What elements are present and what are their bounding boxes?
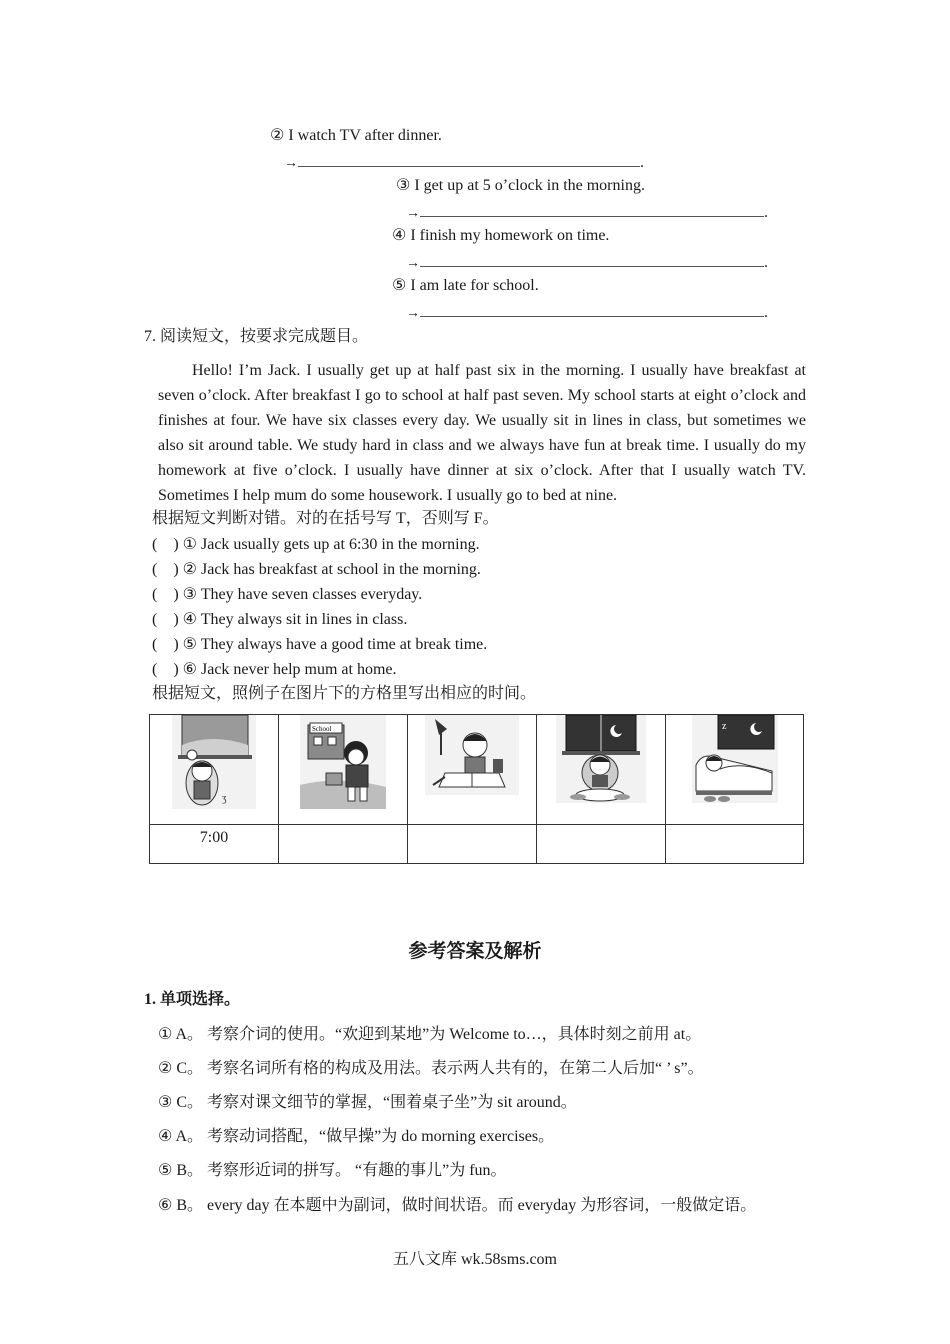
answers-heading: 参考答案及解析	[408, 941, 542, 962]
time-cell-3[interactable]	[408, 825, 537, 864]
svg-text:z: z	[721, 721, 726, 732]
picture-cell-school	[279, 715, 408, 825]
picture-cell-homework	[408, 715, 537, 825]
school-picture	[300, 715, 386, 809]
time-cell-4[interactable]	[537, 825, 666, 864]
picture-cell-wake-up	[150, 715, 279, 825]
time-instruction: 根据短文，照例子在图片下的方格里写出相应的时间。	[152, 685, 537, 702]
footer-source: 五八文库 wk.58sms.com	[392, 1251, 557, 1268]
sleep-picture	[692, 715, 778, 803]
time-cell-2[interactable]	[279, 825, 408, 864]
wake-up-picture	[172, 715, 256, 809]
time-cell-5[interactable]	[666, 825, 804, 864]
time-table	[149, 714, 804, 864]
answer-line-2[interactable]: → .	[284, 154, 644, 171]
answer-bracket[interactable]: ( )	[152, 661, 179, 678]
answer-line-4[interactable]: → .	[406, 254, 768, 271]
answers-section-title: 1. 单项选择。	[144, 991, 241, 1008]
tf-item-2: ( ) ② Jack has breakfast at school in the morning.	[152, 561, 481, 578]
question-7-title: 7. 阅读短文，按要求完成题目。	[144, 328, 369, 345]
arrow-icon: →	[406, 306, 420, 321]
answer-bracket[interactable]: ( )	[152, 586, 179, 603]
rewrite-item-2: ② I watch TV after dinner.	[270, 127, 442, 144]
tf-item-4: ( ) ④ They always sit in lines in class.	[152, 611, 408, 628]
time-cell-1: 7:00	[150, 825, 279, 864]
rewrite-item-5: ⑤ I am late for school.	[392, 277, 539, 294]
homework-picture	[425, 715, 519, 795]
tf-item-6: ( ) ⑥ Jack never help mum at home.	[152, 661, 397, 678]
answer-line-3[interactable]: → .	[406, 204, 768, 221]
svg-text:ʒ: ʒ	[222, 793, 227, 804]
arrow-icon: →	[406, 256, 420, 271]
school-sign: School	[312, 725, 332, 733]
picture-cell-sleep	[666, 715, 804, 825]
rewrite-item-4: ④ I finish my homework on time.	[392, 227, 610, 244]
tf-instruction: 根据短文判断对错。对的在括号写 T，否则写 F。	[152, 510, 499, 527]
dinner-picture	[556, 715, 646, 803]
arrow-icon: →	[284, 156, 298, 171]
tf-item-3: ( ) ③ They have seven classes everyday.	[152, 586, 423, 603]
answer-item-4: ④ A。 考察动词搭配，“做早操”为 do morning exercises。	[158, 1128, 555, 1145]
answer-line-5[interactable]: → .	[406, 304, 768, 321]
answer-item-3: ③ C。 考察对课文细节的掌握，“围着桌子坐”为 sit around。	[158, 1094, 577, 1111]
answer-item-6: ⑥ B。 every day 在本题中为副词，做时间状语。而 everyday 为形容词，一般做定语。	[158, 1197, 757, 1214]
rewrite-item-3: ③ I get up at 5 o’clock in the morning.	[396, 177, 645, 194]
answer-bracket[interactable]: ( )	[152, 611, 179, 628]
tf-item-5: ( ) ⑤ They always have a good time at break time.	[152, 636, 488, 653]
answer-item-1: ① A。 考察介词的使用。“欢迎到某地”为 Welcome to…，具体时刻之前用 at。	[158, 1026, 702, 1043]
picture-cell-dinner	[537, 715, 666, 825]
answer-item-2: ② C。 考察名词所有格的构成及用法。表示两人共有的，在第二人后加“ ’ s”。	[158, 1060, 704, 1077]
answer-bracket[interactable]: ( )	[152, 536, 179, 553]
tf-item-1: ( ) ① Jack usually gets up at 6:30 in the morning.	[152, 536, 480, 553]
answer-item-5: ⑤ B。 考察形近词的拼写。 “有趣的事儿”为 fun。	[158, 1162, 507, 1179]
answer-bracket[interactable]: ( )	[152, 636, 179, 653]
reading-passage: Hello! I’m Jack. I usually get up at half past six in the morning. I usually have breakfast at seven o’clock. After breakfast I go to school at half past seven. My school starts at eight o’clock and finishes at four. We have six classes every day. We usually sit in lines in class, but sometimes we also sit around table. We study hard in class and we always have fun at break time. I usually do my homework at five o’clock. I usually have dinner at six o’clock. After that I usually watch TV. Sometimes I help mum do some housework. I usually go to bed at nine.	[158, 362, 806, 504]
arrow-icon: →	[406, 206, 420, 221]
answer-bracket[interactable]: ( )	[152, 561, 179, 578]
